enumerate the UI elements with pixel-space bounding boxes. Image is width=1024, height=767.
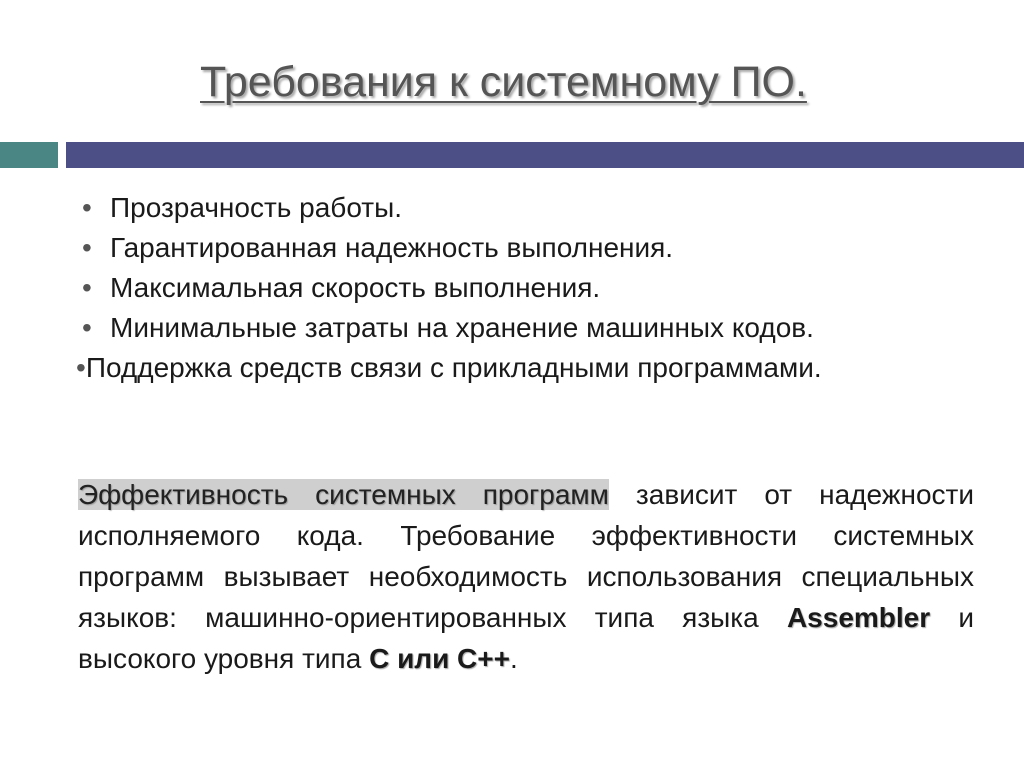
list-item-text: Поддержка средств связи с прикладными программами. (85, 352, 822, 383)
list-item-text: Гарантированная надежность выполнения. (110, 232, 674, 263)
accent-bar-right (66, 142, 1024, 168)
list-item (76, 308, 974, 348)
list-item (76, 268, 974, 308)
list-item (76, 348, 974, 388)
efficiency-paragraph (78, 474, 974, 679)
bullet-icon: • (82, 312, 92, 343)
bullet-icon: • (82, 272, 92, 303)
list-item (76, 228, 974, 268)
list-item-text: Минимальные затраты на хранение машинных кодов. (110, 312, 814, 343)
language-assembler: Assembler (786, 602, 931, 633)
paragraph-text: зависит от надежности исполняемого кода. Требование эффективности системных программ вызывает необходимость использования специальных языков: машинно-ориентированных типа языка (78, 479, 975, 633)
list-item (76, 188, 974, 228)
paragraph-text: . (509, 643, 518, 674)
paragraph-text: и высокого уровня типа (78, 602, 975, 674)
slide-title: Требования к системному ПО. (200, 58, 807, 106)
language-c-cpp: С или С++ (369, 643, 510, 674)
bullet-icon: • (82, 192, 92, 223)
bullet-icon: • (82, 232, 92, 263)
list-item-text: Максимальная скорость выполнения. (110, 272, 601, 303)
list-item-text: Прозрачность работы. (110, 192, 403, 223)
requirements-list (76, 188, 974, 388)
bullet-icon: • (76, 352, 86, 383)
accent-bar-left (0, 142, 58, 168)
highlighted-phrase: Эффективность системных программ (78, 479, 609, 510)
